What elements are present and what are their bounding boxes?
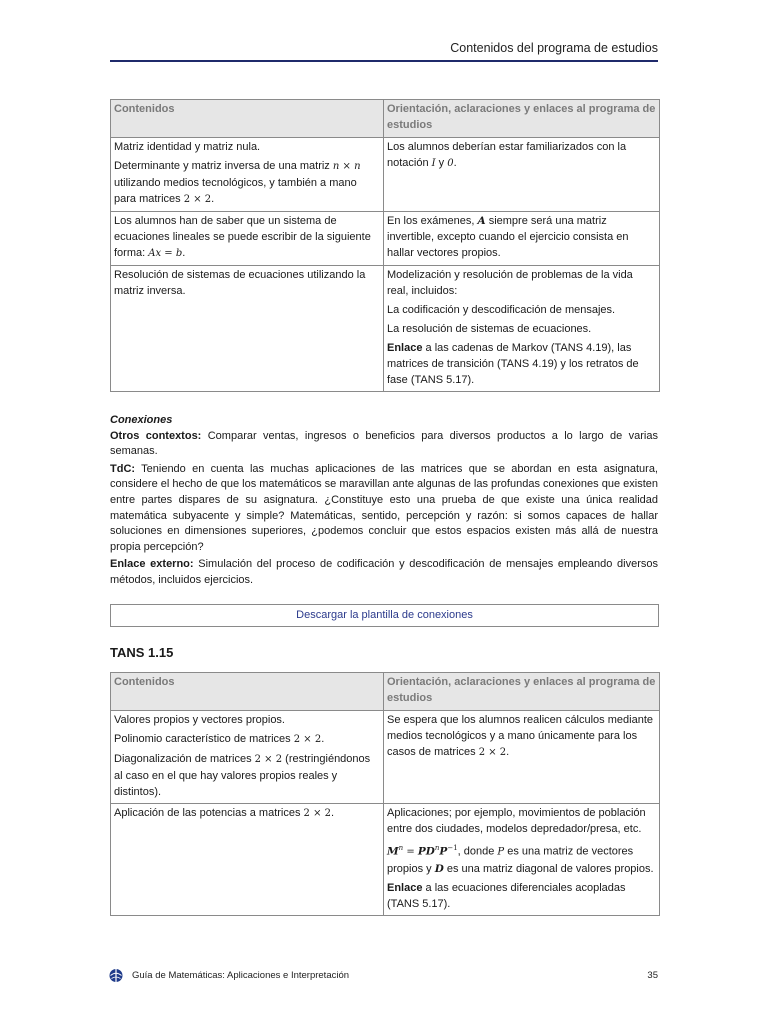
section-title: TANS 1.15 xyxy=(110,645,174,660)
cell-text: Enlace a las ecuaciones diferenciales acopladas (TANS 5.17). xyxy=(387,881,626,910)
contents-table-1 xyxy=(110,99,660,392)
cell-text: Los alumnos han de saber que un sistema de ecuaciones lineales se puede escribir de la siguiente forma: Ax = b. xyxy=(114,215,371,259)
cell-text: Matriz identidad y matriz nula. xyxy=(114,141,261,153)
cell-text: Aplicaciones; por ejemplo, movimientos de población entre dos ciudades, modelos depredador/presa, etc. xyxy=(387,807,646,835)
cell-text: Diagonalización de matrices 2 × 2 (restringiéndonos al caso en el que hay valores propios reales y distintos). xyxy=(114,753,371,798)
column-header-contents: Contenidos xyxy=(111,100,384,138)
table-row xyxy=(111,711,660,804)
table-cell xyxy=(384,804,660,916)
cell-text: $M^n = PD^nP^{-1}$, donde P es una matriz de vectores propios y D es una matriz diagonal de valores propios. xyxy=(387,844,654,875)
cell-text: Polinomio característico de matrices 2 × 2. xyxy=(114,733,325,745)
table-cell xyxy=(111,212,384,266)
ib-logo-icon xyxy=(108,967,124,983)
table-cell xyxy=(384,138,660,212)
contents-table-2 xyxy=(110,672,660,916)
column-header-contents: Contenidos xyxy=(111,673,384,711)
table-header-row xyxy=(111,100,660,138)
page-number: 35 xyxy=(647,970,658,981)
other-contexts-paragraph: Otros contextos: Comparar ventas, ingresos o beneficios para diversos productos a lo largo de varias semanas. xyxy=(110,429,658,458)
cell-text: Valores propios y vectores propios. xyxy=(114,714,285,726)
connections-section xyxy=(110,413,658,591)
table-cell xyxy=(384,711,660,804)
cell-text: Resolución de sistemas de ecuaciones utilizando la matriz inversa. xyxy=(114,269,366,297)
table-row xyxy=(111,212,660,266)
column-header-guidance: Orientación, aclaraciones y enlaces al programa de estudios xyxy=(384,673,660,711)
cell-text: Los alumnos deberían estar familiarizados con la notación I y 0. xyxy=(387,141,627,169)
external-link-paragraph: Enlace externo: Simulación del proceso de codificación y descodificación de mensajes empleando diversos métodos, incluidos ejercicios. xyxy=(110,558,659,586)
connections-heading: Conexiones xyxy=(110,414,173,426)
table-cell xyxy=(111,804,384,916)
table-cell xyxy=(111,711,384,804)
page-footer xyxy=(108,967,658,985)
table-header-row xyxy=(111,673,660,711)
table-row xyxy=(111,138,660,212)
table-cell xyxy=(384,212,660,266)
footer-title: Guía de Matemáticas: Aplicaciones e Interpretación xyxy=(132,970,350,981)
table-cell xyxy=(111,138,384,212)
download-template-link[interactable]: Descargar la plantilla de conexiones xyxy=(110,604,659,627)
table-row xyxy=(111,266,660,392)
cell-text: Modelización y resolución de problemas de la vida real, incluidos: xyxy=(387,269,633,297)
running-header: Contenidos del programa de estudios xyxy=(450,41,658,55)
cell-text: La codificación y descodificación de mensajes. xyxy=(387,304,616,316)
table-cell xyxy=(384,266,660,392)
column-header-guidance: Orientación, aclaraciones y enlaces al programa de estudios xyxy=(384,100,660,138)
cell-text: Aplicación de las potencias a matrices 2 × 2. xyxy=(114,807,335,819)
table-row xyxy=(111,804,660,916)
tok-paragraph: TdC: Teniendo en cuenta las muchas aplicaciones de las matrices que se abordan en esta asignatura, considere el hecho de que los matemáticos se maravillan ante algunas de las profundas conexiones que existen entre partes dispares de su asignatura. ¿Constituye esto una prueba de que existe una única realidad matemática subyacente y simple? Matemáticas, sentido, percepción y razón: si somos capaces de hallar soluciones en dimensiones superiores, ¿podemos concluir que estos espacios existen más allá de nuestra propia percepción? xyxy=(110,462,658,553)
cell-text: En los exámenes, A siempre será una matriz invertible, excepto cuando el ejercicio consista en hallar vectores propios. xyxy=(387,215,629,259)
cell-text: La resolución de sistemas de ecuaciones. xyxy=(387,323,592,335)
cell-text: Se espera que los alumnos realicen cálculos mediante medios tecnológicos y a mano únicamente para los casos de matrices 2 × 2. xyxy=(387,714,653,758)
cell-text: Enlace a las cadenas de Markov (TANS 4.19), las matrices de transición (TANS 4.19) y los retratos de fase (TANS 5.17). xyxy=(387,342,639,386)
cell-text: Determinante y matriz inversa de una matriz n × n utilizando medios tecnológicos, y también a mano para matrices 2 × 2. xyxy=(114,160,361,205)
table-cell xyxy=(111,266,384,392)
header-rule xyxy=(110,60,658,62)
